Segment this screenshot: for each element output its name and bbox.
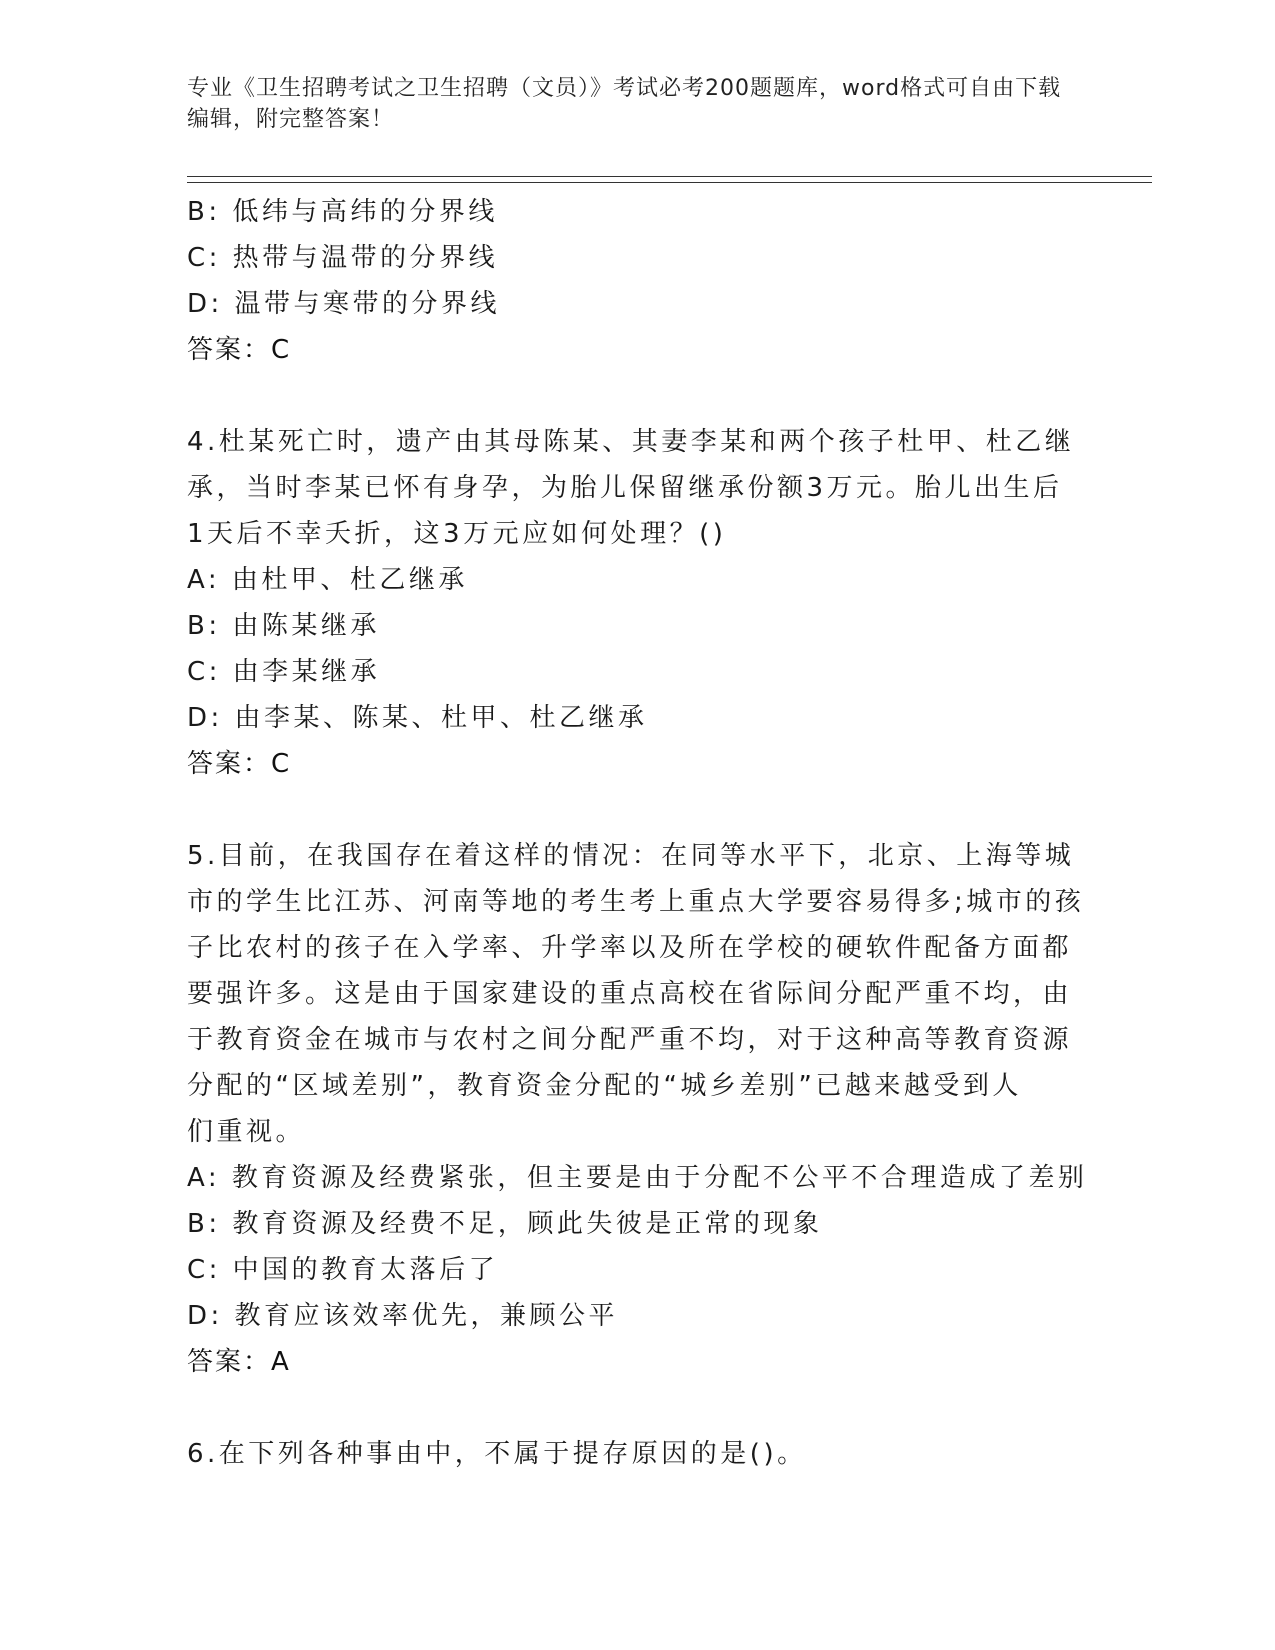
option-c: C: 热带与温带的分界线 [187, 243, 499, 273]
question-3-options [187, 189, 1087, 327]
question-5-stem-line: 于教育资金在城市与农村之间分配严重不均，对于这种高等教育资源 [187, 1025, 1073, 1055]
option-a: A: 由杜甲、杜乙继承 [187, 565, 468, 595]
question-4-stem-line: 承，当时李某已怀有身孕，为胎儿保留继承份额3万元。胎儿出生后 [187, 473, 1063, 503]
question-4-stem-line: 1天后不幸夭折，这3万元应如何处理？() [187, 519, 727, 549]
option-c: C: 中国的教育太落后了 [187, 1255, 499, 1285]
option-d: D: 由李某、陈某、杜甲、杜乙继承 [187, 703, 648, 733]
option-d: D: 教育应该效率优先，兼顾公平 [187, 1301, 619, 1331]
question-4 [187, 419, 1087, 741]
option-b: B: 由陈某继承 [187, 611, 380, 641]
header-divider-bottom [187, 182, 1152, 183]
spacer [187, 1385, 1087, 1431]
question-6 [187, 1431, 1087, 1477]
option-a: A: 教育资源及经费紧张，但主要是由于分配不公平不合理造成了差别 [187, 1163, 1088, 1193]
question-5-stem-line: 们重视。 [187, 1117, 306, 1147]
question-5-stem-line: 市的学生比江苏、河南等地的考生考上重点大学要容易得多;城市的孩 [187, 887, 1085, 917]
option-c: C: 由李某继承 [187, 657, 381, 687]
question-5 [187, 833, 1087, 1339]
question-4-stem-line: 4.杜某死亡时，遗产由其母陈某、其妻李某和两个孩子杜甲、杜乙继 [187, 427, 1075, 457]
question-4-answer: 答案：C [187, 749, 292, 779]
question-5-stem-line: 子比农村的孩子在入学率、升学率以及所在学校的硬软件配备方面都 [187, 933, 1073, 963]
header-divider-top [187, 176, 1152, 177]
question-5-stem-line: 分配的“区域差别”，教育资金分配的“城乡差别”已越来越受到人 [187, 1071, 1022, 1101]
document-intro: 专业《卫生招聘考试之卫生招聘（文员）》考试必考200题题库，word格式可自由下载编辑，附完整答案！ [187, 76, 1062, 132]
spacer [187, 787, 1087, 833]
option-d: D: 温带与寒带的分界线 [187, 289, 501, 319]
question-6-stem-line: 6.在下列各种事由中，不属于提存原因的是()。 [187, 1439, 807, 1469]
question-5-answer: 答案：A [187, 1347, 291, 1377]
spacer [187, 373, 1087, 419]
question-5-stem-line: 5.目前，在我国存在着这样的情况：在同等水平下，北京、上海等城 [187, 841, 1075, 871]
question-3-answer: 答案：C [187, 335, 292, 365]
option-b: B: 教育资源及经费不足，顾此失彼是正常的现象 [187, 1209, 823, 1239]
question-content [187, 189, 1087, 1477]
question-5-stem-line: 要强许多。这是由于国家建设的重点高校在省际间分配严重不均，由 [187, 979, 1073, 1009]
option-b: B: 低纬与高纬的分界线 [187, 197, 498, 227]
